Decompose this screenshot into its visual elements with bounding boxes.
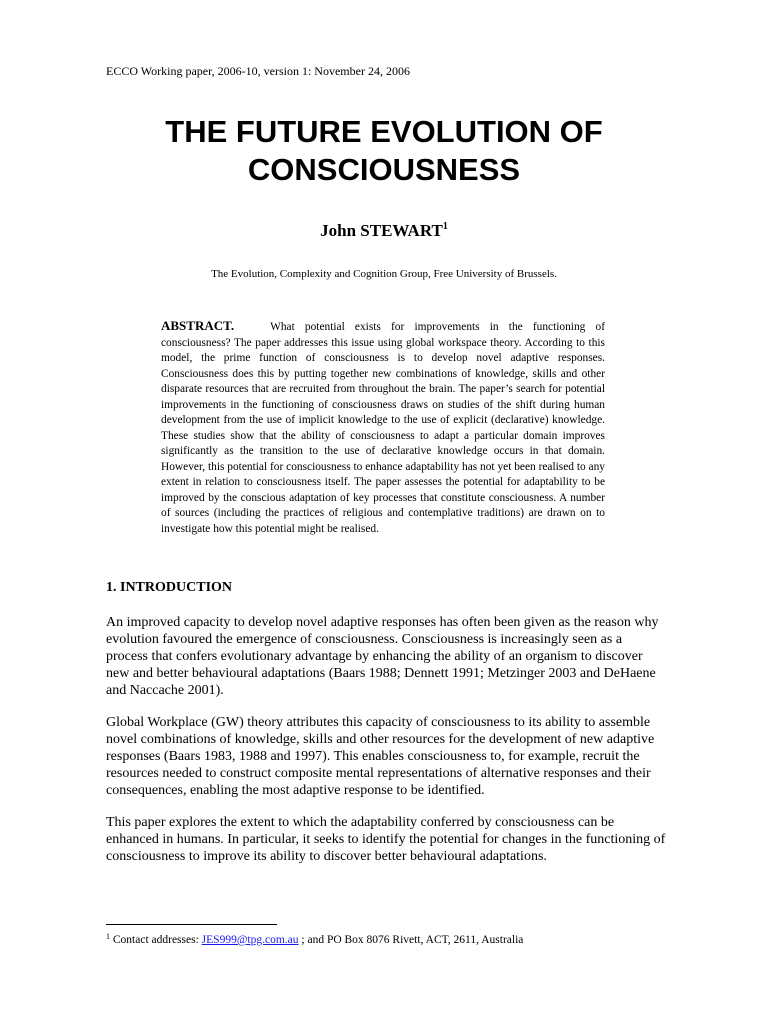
footnote-divider (106, 924, 277, 925)
email-link[interactable]: JES999@tpg.com.au (201, 934, 299, 946)
abstract-label: ABSTRACT. (161, 318, 235, 333)
author-footnote-mark: 1 (442, 221, 448, 232)
abstract (161, 318, 605, 537)
footnote-suffix: ; and PO Box 8076 Rivett, ACT, 2611, Australia (298, 934, 524, 946)
author (0, 221, 768, 241)
running-header: ECCO Working paper, 2006-10, version 1: November 24, 2006 (106, 64, 410, 78)
footnote (106, 932, 523, 946)
section-heading: 1. INTRODUCTION (106, 580, 233, 595)
footnote-prefix: Contact addresses: (112, 934, 202, 946)
title-line-2: CONSCIOUSNESS (247, 152, 521, 187)
affiliation: The Evolution, Complexity and Cognition Group, Free University of Brussels. (211, 268, 557, 280)
author-name: John STEWART (320, 221, 443, 240)
paragraph-1: An improved capacity to develop novel adaptive responses has often been given as the reason why evolution favoured the emergence of consciousness. Consciousness is increasingly seen as a process that confers evolutionary advantage by enhancing the ability of an organism to discover new and better behavioural adaptations (Baars 1988; Dennett 1991; Metzinger 2003 and DeHaene and Naccache 2001). (106, 615, 659, 698)
paper-title (0, 113, 768, 189)
title-line-1: THE FUTURE EVOLUTION OF (165, 114, 603, 149)
footnote-mark: 1 (106, 932, 110, 941)
paragraph-2: Global Workplace (GW) theory attributes this capacity of consciousness to its ability to assemble novel combinations of knowledge, skills and other resources for the development of new adaptive responses (Baars 1983, 1988 and 1997). This enables consciousness to, for example, recruit the resources needed to construct composite mental representations of alternative responses and their consequences, enabling the most adaptive response to be identified. (106, 715, 655, 798)
abstract-text: What potential exists for improvements in the functioning of consciousness? The paper addresses this issue using global workspace theory. According to this model, the prime function of consciousness is to develop novel adaptive responses. Consciousness does this by putting together new combinations of knowledge, skills and other disparate resources that are recruited from throughout the brain. The paper’s search for potential improvements in the functioning of consciousness draws on studies of the shift during human development from the use of implicit knowledge to the use of explicit (declarative) knowledge. These studies show that the ability of consciousness to adapt a particular domain improves significantly as the transition to the use of declarative knowledge occurs in that domain. However, this potential for consciousness to enhance adaptability has not yet been realised to any extent in relation to consciousness itself. The paper assesses the potential for adaptability to be improved by the conscious adaptation of key processes that constitute consciousness. A number of sources (including the practices of religious and contemplative traditions) are drawn on to investigate how this potential might be realised. (161, 321, 605, 535)
paragraph-3: This paper explores the extent to which the adaptability conferred by consciousness can be enhanced in humans. In particular, it seeks to identify the potential for changes in the functioning of consciousness to improve its ability to discover better behavioural adaptations. (106, 815, 666, 864)
